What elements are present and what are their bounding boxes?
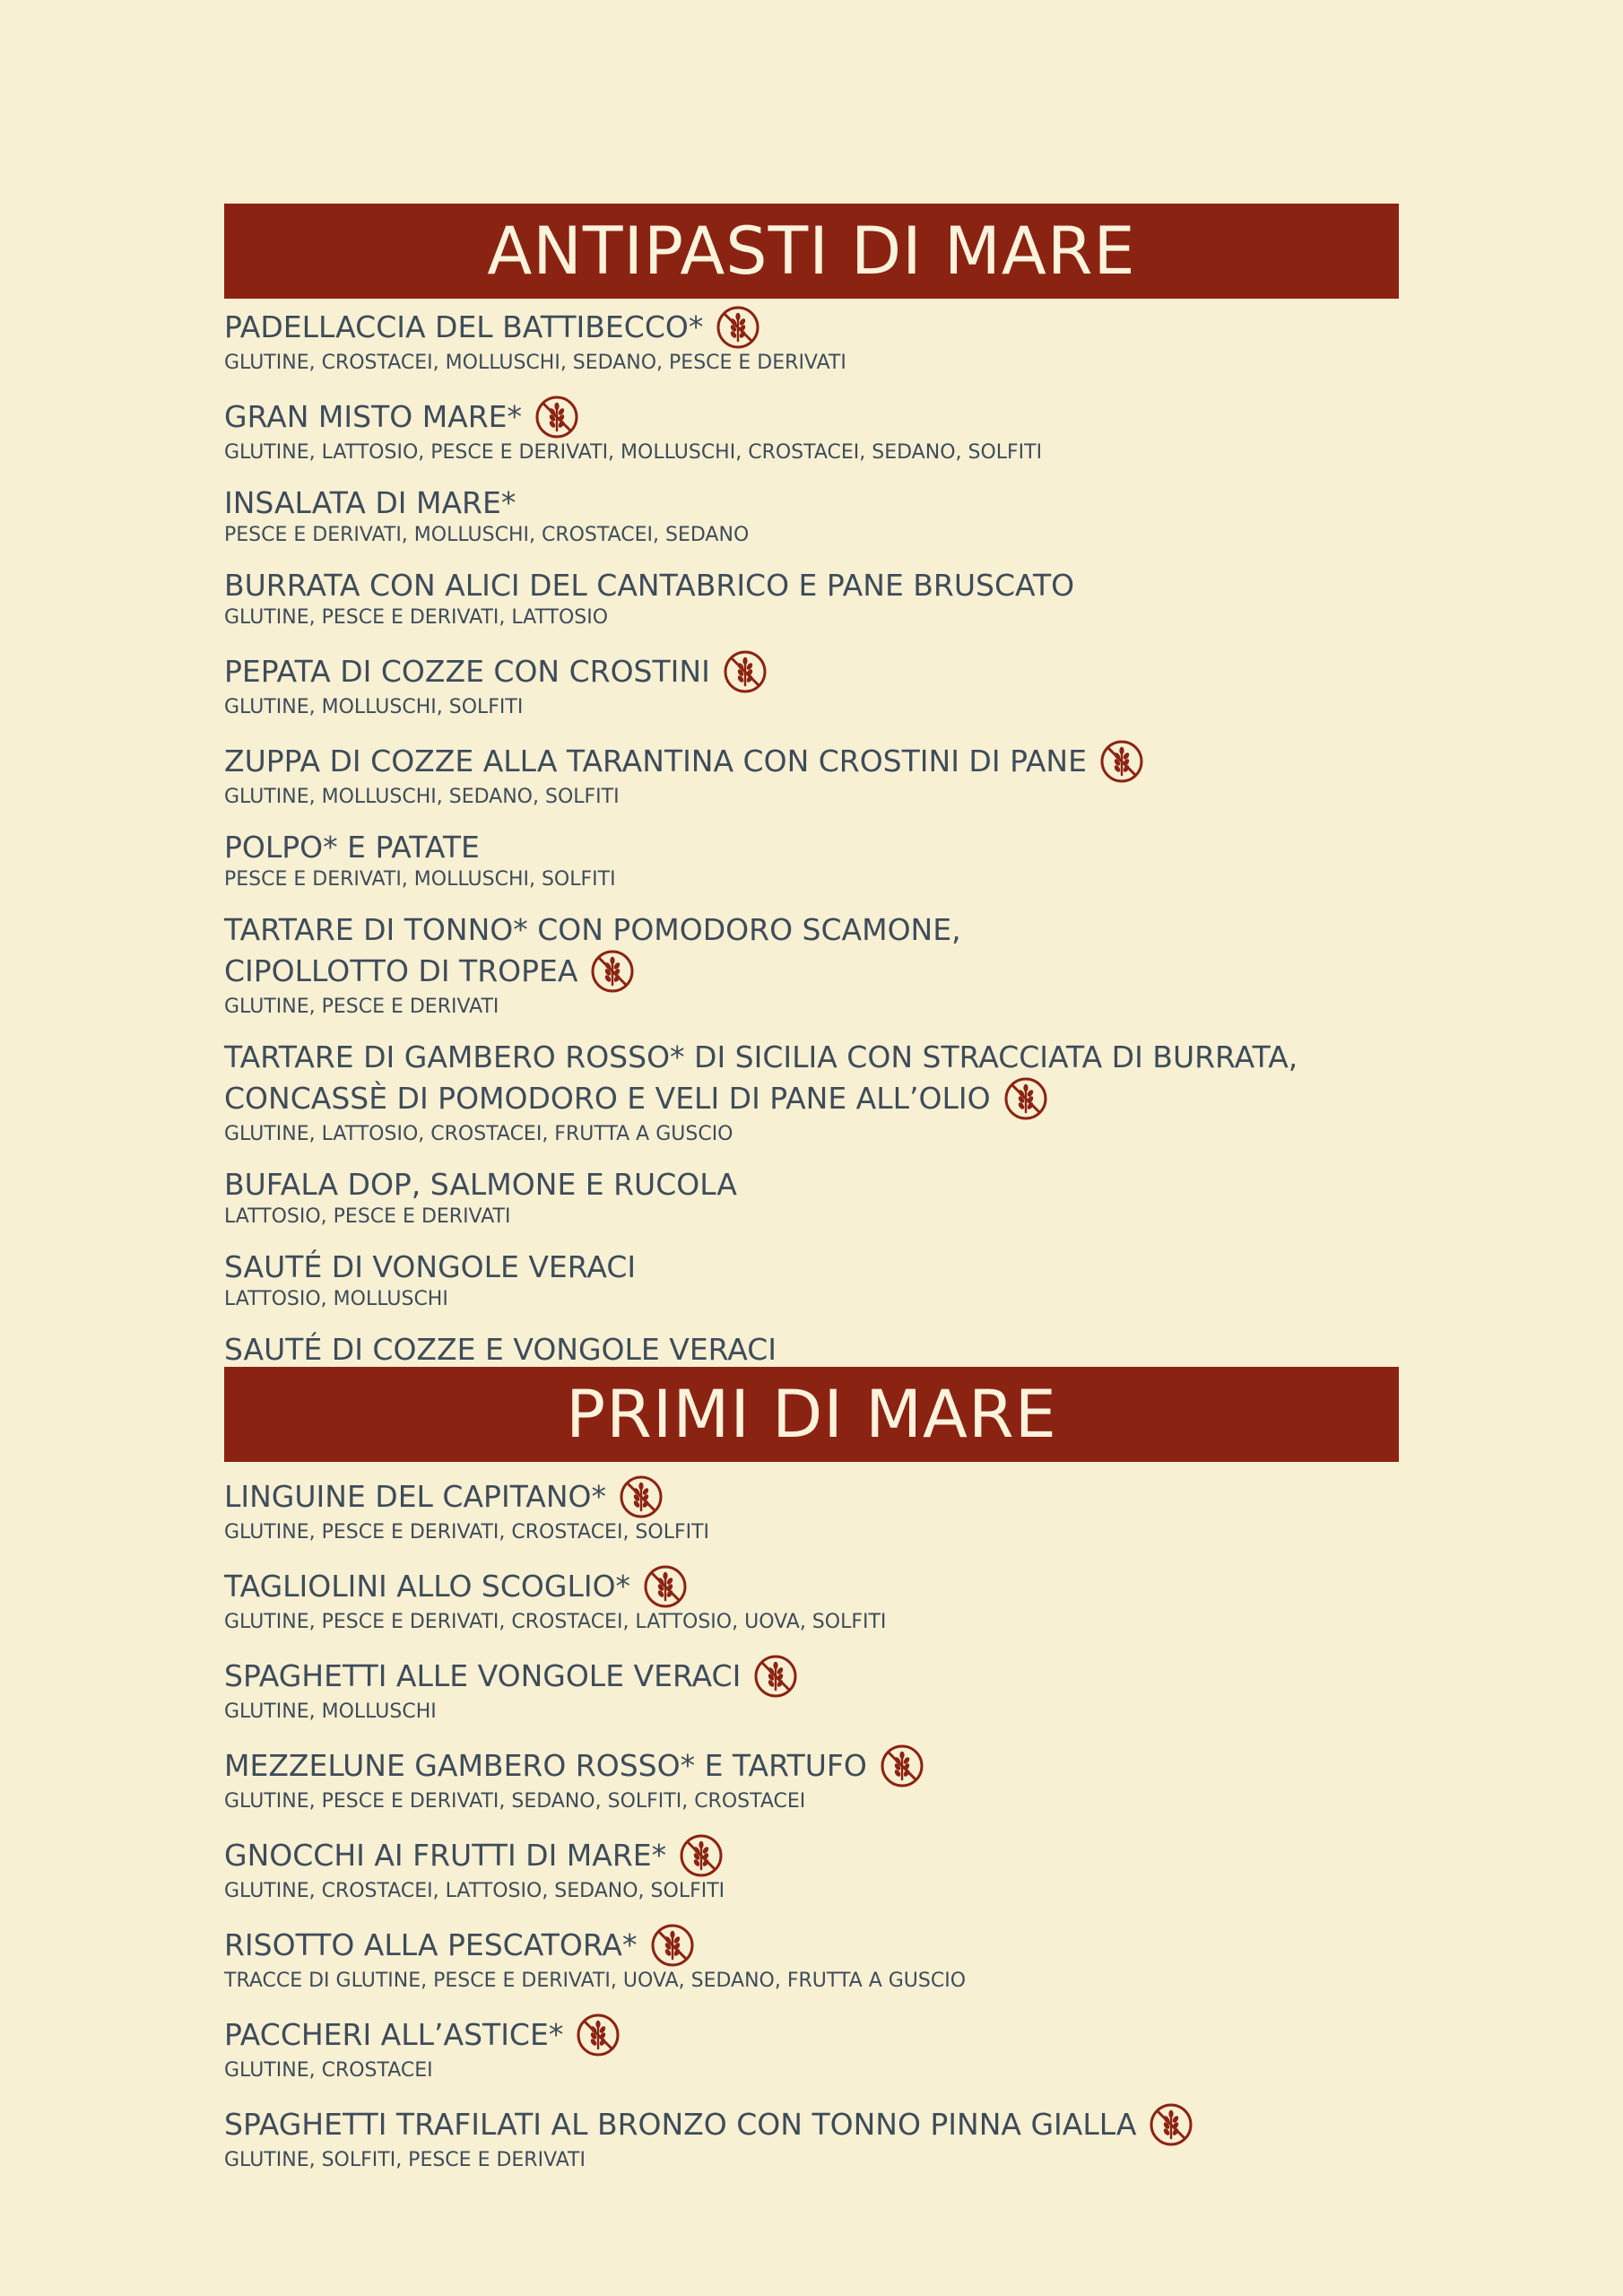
gluten-free-wheat-icon <box>576 2013 621 2057</box>
item-allergens: TRACCE DI GLUTINE, PESCE E DERIVATI, UOVA, SEDANO, FRUTTA A GUSCIO <box>224 1970 967 1992</box>
item-allergens: GLUTINE, PESCE E DERIVATI, LATTOSIO <box>224 606 609 629</box>
gluten-free-wheat-icon <box>1099 739 1144 784</box>
gluten-free-wheat-icon <box>590 949 635 994</box>
item-name: PACCHERI ALL’ASTICE* <box>224 2017 564 2052</box>
section-title: ANTIPASTI DI MARE <box>487 213 1136 290</box>
item-name-line-2: CONCASSÈ DI POMODORO E VELI DI PANE ALL’OLIO <box>224 1081 991 1116</box>
menu-item <box>224 567 1399 630</box>
menu-item <box>224 1474 1399 1544</box>
menu-item <box>224 1654 1399 1724</box>
gluten-free-wheat-icon <box>643 1564 688 1609</box>
menu-item <box>224 395 1399 465</box>
menu-item <box>224 1833 1399 1903</box>
item-name-line-1: TARTARE DI GAMBERO ROSSO* DI SICILIA CON STRACCIATA DI BURRATA, <box>224 1039 1298 1074</box>
item-name-line-1: TARTARE DI TONNO* CON POMODORO SCAMONE, <box>224 912 961 947</box>
gluten-free-wheat-icon <box>753 1654 798 1699</box>
menu-item <box>224 649 1399 719</box>
item-name: SAUTÉ DI COZZE E VONGOLE VERACI <box>224 1332 777 1367</box>
item-name: TAGLIOLINI ALLO SCOGLIO* <box>224 1569 631 1604</box>
gluten-free-wheat-icon <box>1003 1076 1048 1121</box>
item-allergens: GLUTINE, PESCE E DERIVATI, SEDANO, SOLFITI, CROSTACEI <box>224 1790 806 1813</box>
item-name: RISOTTO ALLA PESCATORA* <box>224 1927 638 1962</box>
menu-item <box>224 1248 1399 1311</box>
item-allergens: GLUTINE, PESCE E DERIVATI <box>224 996 499 1018</box>
section-header-primi <box>224 1367 1399 1462</box>
menu-item <box>224 2013 1399 2083</box>
menu-item <box>224 1039 1399 1146</box>
item-name: PEPATA DI COZZE CON CROSTINI <box>224 654 710 689</box>
item-name: POLPO* E PATATE <box>224 830 480 865</box>
primi-list <box>224 1474 1399 2192</box>
item-name: GRAN MISTO MARE* <box>224 399 523 434</box>
item-allergens: GLUTINE, MOLLUSCHI, SOLFITI <box>224 696 524 718</box>
gluten-free-wheat-icon <box>534 395 579 439</box>
item-allergens: GLUTINE, MOLLUSCHI, SEDANO, SOLFITI <box>224 786 620 808</box>
item-name: SPAGHETTI ALLE VONGOLE VERACI <box>224 1658 742 1693</box>
item-allergens: LATTOSIO, PESCE E DERIVATI <box>224 1205 511 1228</box>
item-allergens: LATTOSIO, MOLLUSCHI <box>224 1288 448 1310</box>
section-title: PRIMI DI MARE <box>566 1376 1057 1453</box>
item-allergens: GLUTINE, LATTOSIO, CROSTACEI, FRUTTA A GUSCIO <box>224 1123 733 1145</box>
gluten-free-wheat-icon <box>619 1474 664 1519</box>
item-allergens: GLUTINE, SOLFITI, PESCE E DERIVATI <box>224 2149 586 2171</box>
item-name: SAUTÉ DI VONGOLE VERACI <box>224 1249 637 1284</box>
gluten-free-wheat-icon <box>1149 2102 1193 2147</box>
item-name: ZUPPA DI COZZE ALLA TARANTINA CON CROSTINI DI PANE <box>224 744 1087 778</box>
menu-item <box>224 1744 1399 1813</box>
menu-item <box>224 1923 1399 1993</box>
item-allergens: GLUTINE, PESCE E DERIVATI, CROSTACEI, LATTOSIO, UOVA, SOLFITI <box>224 1611 887 1633</box>
menu-item <box>224 911 1399 1019</box>
antipasti-list <box>224 305 1399 1413</box>
menu-item <box>224 1564 1399 1634</box>
item-allergens: GLUTINE, LATTOSIO, PESCE E DERIVATI, MOLLUSCHI, CROSTACEI, SEDANO, SOLFITI <box>224 441 1043 464</box>
item-allergens: GLUTINE, CROSTACEI, MOLLUSCHI, SEDANO, PESCE E DERIVATI <box>224 352 846 374</box>
item-name: LINGUINE DEL CAPITANO* <box>224 1479 607 1514</box>
item-name: BURRATA CON ALICI DEL CANTABRICO E PANE BRUSCATO <box>224 568 1075 603</box>
item-name: SPAGHETTI TRAFILATI AL BRONZO CON TONNO PINNA GIALLA <box>224 2107 1137 2142</box>
item-name: BUFALA DOP, SALMONE E RUCOLA <box>224 1167 737 1202</box>
gluten-free-wheat-icon <box>880 1744 924 1788</box>
menu-item <box>224 2102 1399 2172</box>
gluten-free-wheat-icon <box>679 1833 724 1878</box>
gluten-free-wheat-icon <box>650 1923 695 1968</box>
item-allergens: GLUTINE, PESCE E DERIVATI, CROSTACEI, SOLFITI <box>224 1521 710 1544</box>
menu-item <box>224 484 1399 547</box>
item-name-line-2: CIPOLLOTTO DI TROPEA <box>224 953 578 988</box>
gluten-free-wheat-icon <box>716 305 760 350</box>
item-name: INSALATA DI MARE* <box>224 485 516 520</box>
item-allergens: GLUTINE, CROSTACEI, LATTOSIO, SEDANO, SOLFITI <box>224 1880 725 1902</box>
menu-item <box>224 829 1399 891</box>
section-header-antipasti <box>224 204 1399 299</box>
item-allergens: GLUTINE, MOLLUSCHI <box>224 1700 437 1723</box>
menu-item <box>224 1166 1399 1229</box>
item-allergens: PESCE E DERIVATI, MOLLUSCHI, CROSTACEI, SEDANO <box>224 524 750 546</box>
item-allergens: GLUTINE, CROSTACEI <box>224 2059 433 2082</box>
menu-item <box>224 305 1399 375</box>
item-name: GNOCCHI AI FRUTTI DI MARE* <box>224 1838 667 1873</box>
item-allergens: PESCE E DERIVATI, MOLLUSCHI, SOLFITI <box>224 868 616 891</box>
item-name: PADELLACCIA DEL BATTIBECCO* <box>224 309 704 344</box>
item-name: MEZZELUNE GAMBERO ROSSO* E TARTUFO <box>224 1748 867 1783</box>
gluten-free-wheat-icon <box>723 649 768 694</box>
menu-item <box>224 739 1399 809</box>
